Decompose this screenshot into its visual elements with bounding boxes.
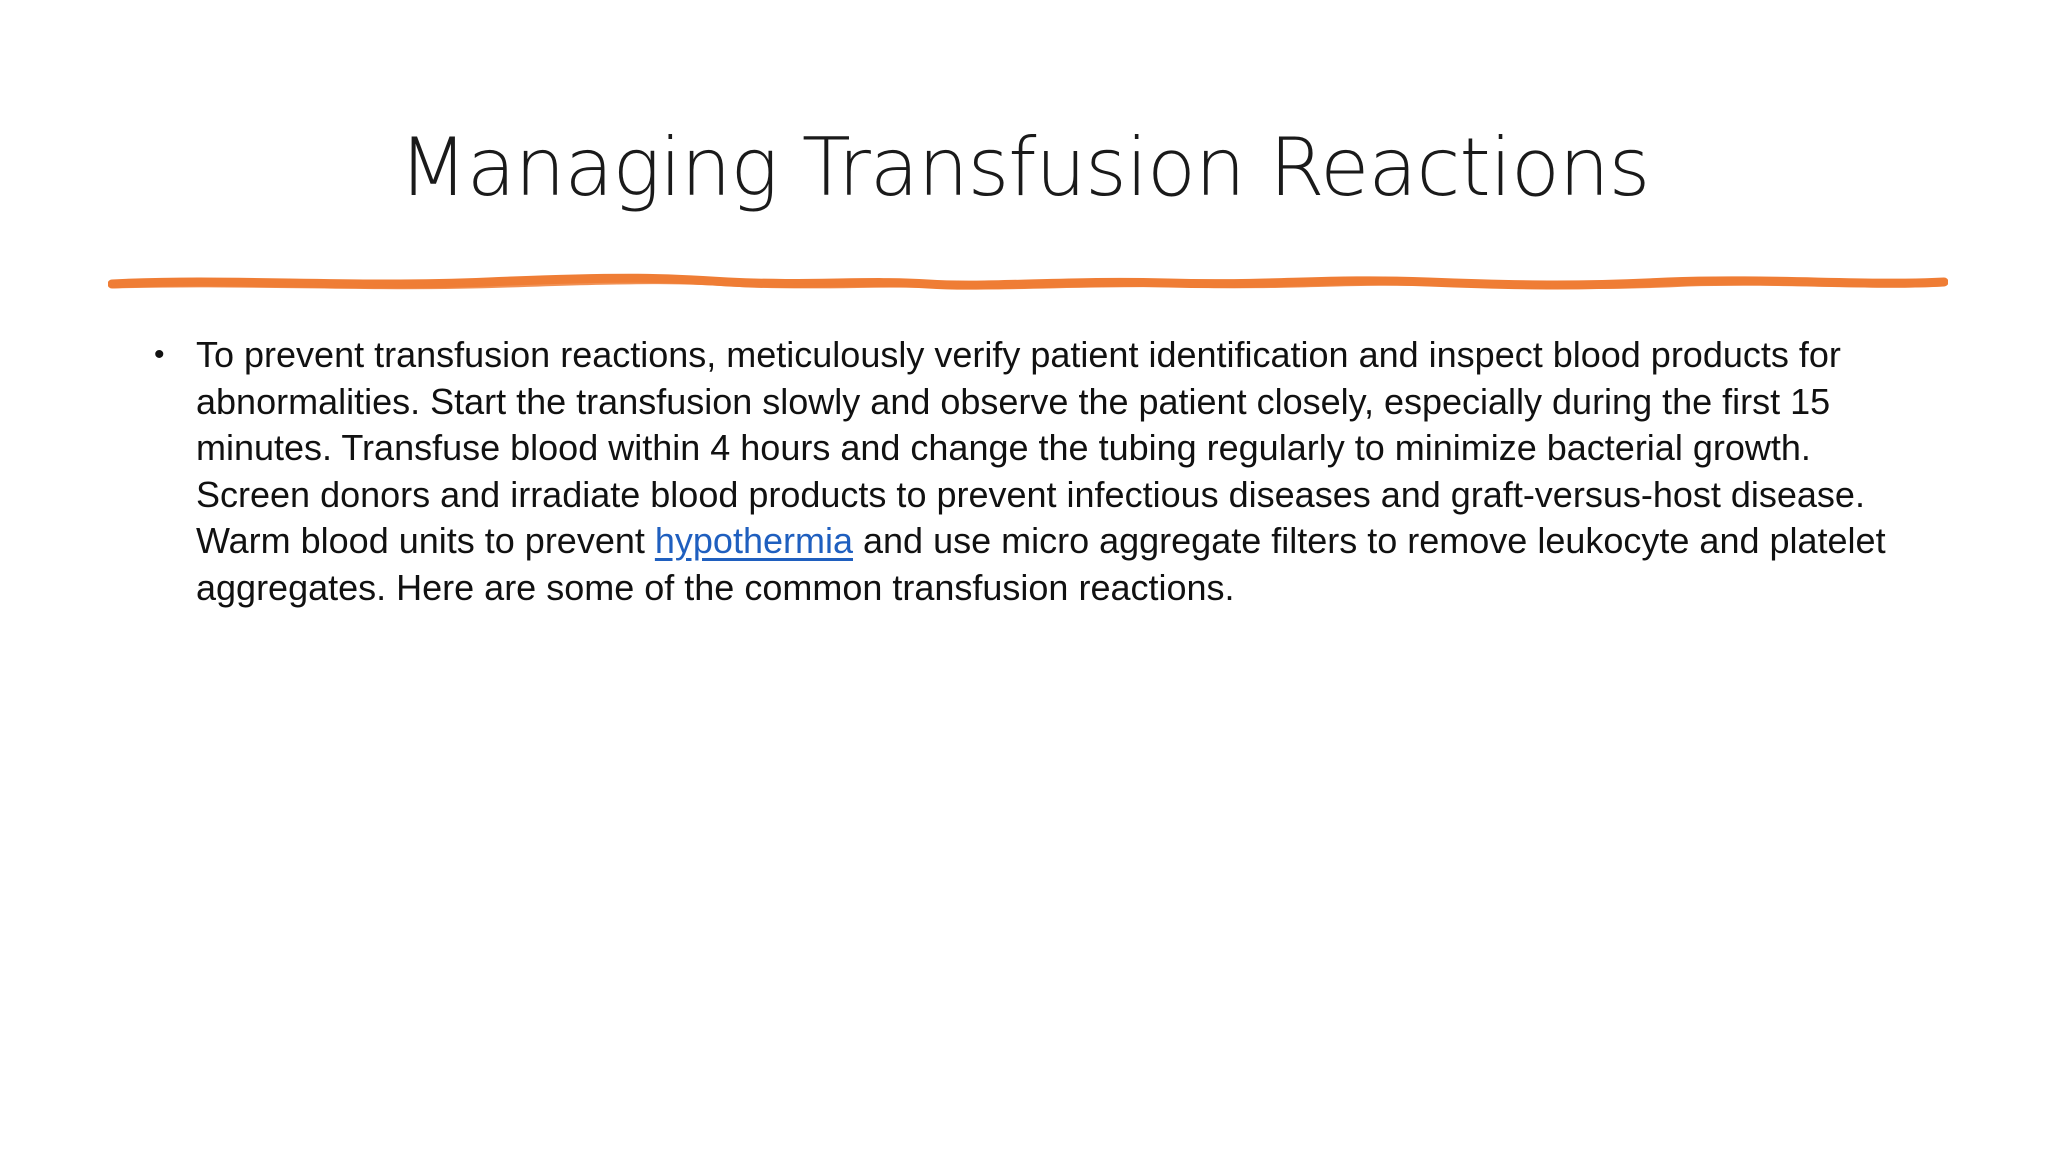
slide-body xyxy=(150,332,1930,611)
bullet-item xyxy=(150,332,1930,611)
bullet-text-after-link: and use micro aggregate filters to remove leukocyte and platelet aggregates. Here are some of the common transfusion reactions. xyxy=(196,520,1886,608)
bullet-text-before-link: To prevent transfusion reactions, meticulously verify patient identification and inspect blood products for abnormalities. Start the transfusion slowly and observe the patient closely, especially during the first 15 minutes. Transfuse blood within 4 hours and change the tubing regularly to minimize bacterial growth. Screen donors and irradiate blood products to prevent infectious diseases and graft-versus-host disease. Warm blood units to prevent xyxy=(196,334,1865,561)
bullet-dot-icon: • xyxy=(154,338,165,371)
hypothermia-link[interactable]: hypothermia xyxy=(654,520,853,561)
orange-brush-divider xyxy=(108,268,1948,298)
slide-title: Managing Transfusion Reactions xyxy=(398,121,1650,214)
